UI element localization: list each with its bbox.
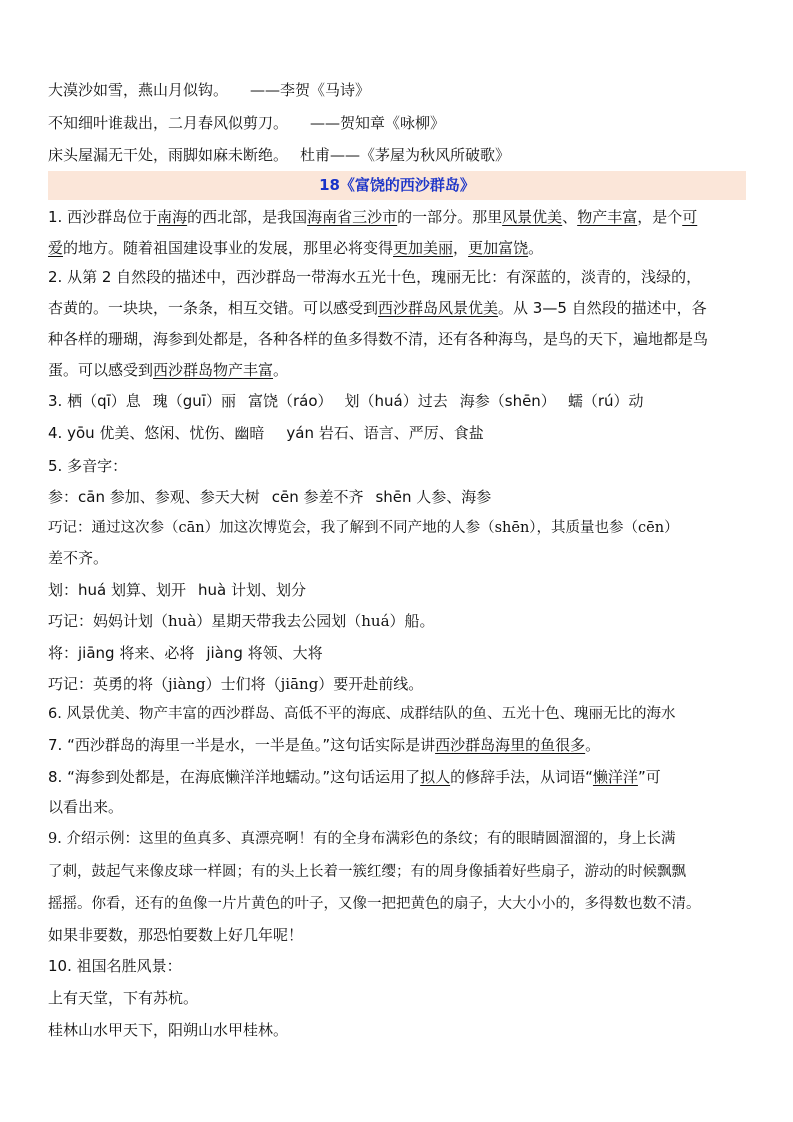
answer-underline: 更加富饶 (468, 239, 529, 257)
text: 10. 祖国名胜风景： (48, 957, 182, 975)
text: 参：cān 参加、参观、参天大树 (48, 488, 260, 506)
text: 8. “海参到处都是，在海底懒洋洋地蠕动。”这句话运用了 (48, 768, 421, 786)
answer-underline: 爱 (48, 239, 64, 257)
item9-line-4 (48, 924, 753, 946)
item2-line-1 (48, 266, 753, 288)
poem-verse: 不知细叶谁裁出，二月春风似剪刀。 (48, 114, 289, 132)
section-title: 18《富饶的西沙群岛》 (319, 176, 475, 194)
text: 了刺，鼓起气来像皮球一样圆；有的头上长着一簇红缨；有的周身像插着好些扇子，游动的时候飘飘 (48, 864, 686, 880)
text: 巧记：通过这次参（cān）加这次博览会，我了解到不同产地的人参（shēn），其质量也参（cēn） (48, 520, 679, 536)
answer-underline: 南海 (157, 208, 188, 226)
item5-heading (48, 455, 753, 477)
text: 差不齐。 (48, 549, 109, 567)
item10-line-2 (48, 1019, 753, 1041)
pinyin-word: 海参（shēn） (459, 392, 556, 410)
pinyin-word: 3. 栖（qī）息 (48, 392, 141, 410)
text: 9. 介绍示例：这里的鱼真多、真漂亮啊！有的全身布满彩色的条纹；有的眼睛圆溜溜的，身上长满 (48, 831, 676, 847)
text: 7. “西沙群岛的海里一半是水，一半是鱼。”这句话实际是讲 (48, 736, 436, 754)
item7-line (48, 734, 753, 756)
item5-jiang-tip (48, 673, 753, 695)
answer-underline: 拟人 (420, 768, 451, 786)
text: ， (453, 239, 469, 257)
pinyin-word: 富饶（ráo） (247, 392, 333, 410)
item5-jiang-line (48, 642, 753, 664)
text: 的西北部，是我国 (187, 208, 308, 226)
item10-heading (48, 955, 753, 977)
item5-can-line (48, 486, 753, 508)
text: 的一部分。那里 (397, 208, 503, 226)
item8-line-1 (48, 766, 753, 788)
text: huà 计划、划分 (197, 581, 306, 599)
answer-underline: 更加美丽 (393, 239, 454, 257)
answer-underline: 西沙群岛风景优美 (378, 299, 499, 317)
pinyin-word: 瑰（guī）丽 (152, 392, 236, 410)
text: 1. 西沙群岛位于 (48, 208, 158, 226)
text: 巧记：妈妈计划（huà）星期天带我去公园划（huá）船。 (48, 612, 435, 630)
text: 划：huá 划算、划开 (48, 581, 186, 599)
item2-line-2 (48, 297, 753, 319)
answer-underline: 可 (682, 208, 698, 226)
text: 。 (585, 736, 601, 754)
text: 5. 多音字： (48, 457, 128, 475)
item3-line (48, 390, 753, 412)
item5-can-tip-1 (48, 517, 753, 539)
answer-underline: 风景优美 (502, 208, 563, 226)
answer-underline: 物产丰富 (577, 208, 638, 226)
text: 的地方。随着祖国建设事业的发展，那里必将变得 (63, 239, 394, 257)
item8-line-2 (48, 796, 753, 818)
item5-can-tip-2 (48, 547, 753, 569)
item2-line-4 (48, 359, 753, 381)
text: 、 (562, 208, 578, 226)
item1-line-1 (48, 206, 753, 228)
item9-line-1 (48, 828, 753, 850)
text: 以看出来。 (48, 798, 124, 816)
text: shēn 人参、海参 (375, 488, 492, 506)
item6-line (48, 703, 753, 725)
item9-line-3 (48, 893, 753, 915)
text: 种各样的珊瑚，海参到处都是，各种各样的鱼多得数不清，还有各种海鸟，是鸟的天下，遍地都是鸟 (48, 330, 709, 348)
text: 。 (528, 239, 544, 257)
poem-attribution: 杜甫——《茅屋为秋风所破歌》 (300, 146, 511, 164)
poem-verse: 床头屋漏无干处，雨脚如麻未断绝。 (48, 146, 289, 164)
pinyin-word: 划（huá）过去 (344, 392, 448, 410)
answer-underline: 海南省三沙市 (307, 208, 398, 226)
text: 蛋。可以感受到 (48, 361, 154, 379)
text: 上有天堂，下有苏杭。 (48, 989, 199, 1007)
text: 巧记：英勇的将（jiàng）士们将（jiāng）要开赴前线。 (48, 675, 424, 693)
text: 。 (273, 361, 289, 379)
item9-line-2 (48, 861, 753, 883)
text: cēn 参差不齐 (271, 488, 364, 506)
text: ”可 (637, 768, 661, 786)
poem-line-2 (48, 112, 753, 134)
item2-line-3 (48, 328, 753, 350)
text: 2. 从第 2 自然段的描述中，西沙群岛一带海水五光十色，瑰丽无比：有深蓝的，淡青的，浅绿的， (48, 268, 702, 286)
poem-attribution: ——贺知章《咏柳》 (310, 114, 446, 132)
item5-hua-tip (48, 610, 753, 632)
answer-underline: 西沙群岛物产丰富 (153, 361, 274, 379)
item10-line-1 (48, 987, 753, 1009)
text: 杏黄的。一块块，一条条，相互交错。可以感受到 (48, 299, 379, 317)
text: 将：jiāng 将来、必将 (48, 644, 195, 662)
poem-line-3 (48, 144, 753, 166)
text: 6. 风景优美、物产丰富的西沙群岛、高低不平的海底、成群结队的鱼、五光十色、瑰丽无比的海水 (48, 706, 676, 722)
text: 。从 3—5 自然段的描述中，各 (498, 299, 707, 317)
answer-underline: 懒洋洋 (592, 768, 638, 786)
section-title-bar (48, 171, 746, 200)
text: 桂林山水甲天下，阳朔山水甲桂林。 (48, 1021, 289, 1039)
text: jiàng 将领、大将 (206, 644, 323, 662)
text: 摇摇。你看，还有的鱼像一片片黄色的叶子，又像一把把黄色的扇子，大大小小的，多得数也数不清。 (48, 896, 701, 912)
text: ，是个 (637, 208, 683, 226)
poem-line-1 (48, 79, 753, 101)
pinyin-word: 蠕（rú）动 (567, 392, 644, 410)
item1-line-2 (48, 237, 753, 259)
answer-underline: 西沙群岛海里的鱼很多 (435, 736, 586, 754)
text: 如果非要数，那恐怕要数上好几年呢！ (48, 926, 304, 944)
item5-hua-line (48, 579, 753, 601)
text: 4. yōu 优美、悠闲、忧伤、幽暗 (48, 424, 265, 442)
poem-attribution: ——李贺《马诗》 (250, 81, 371, 99)
poem-verse: 大漠沙如雪，燕山月似钩。 (48, 81, 229, 99)
text: 的修辞手法，从词语“ (450, 768, 593, 786)
item4-line (48, 422, 753, 444)
text: yán 岩石、语言、严厉、食盐 (286, 424, 484, 442)
